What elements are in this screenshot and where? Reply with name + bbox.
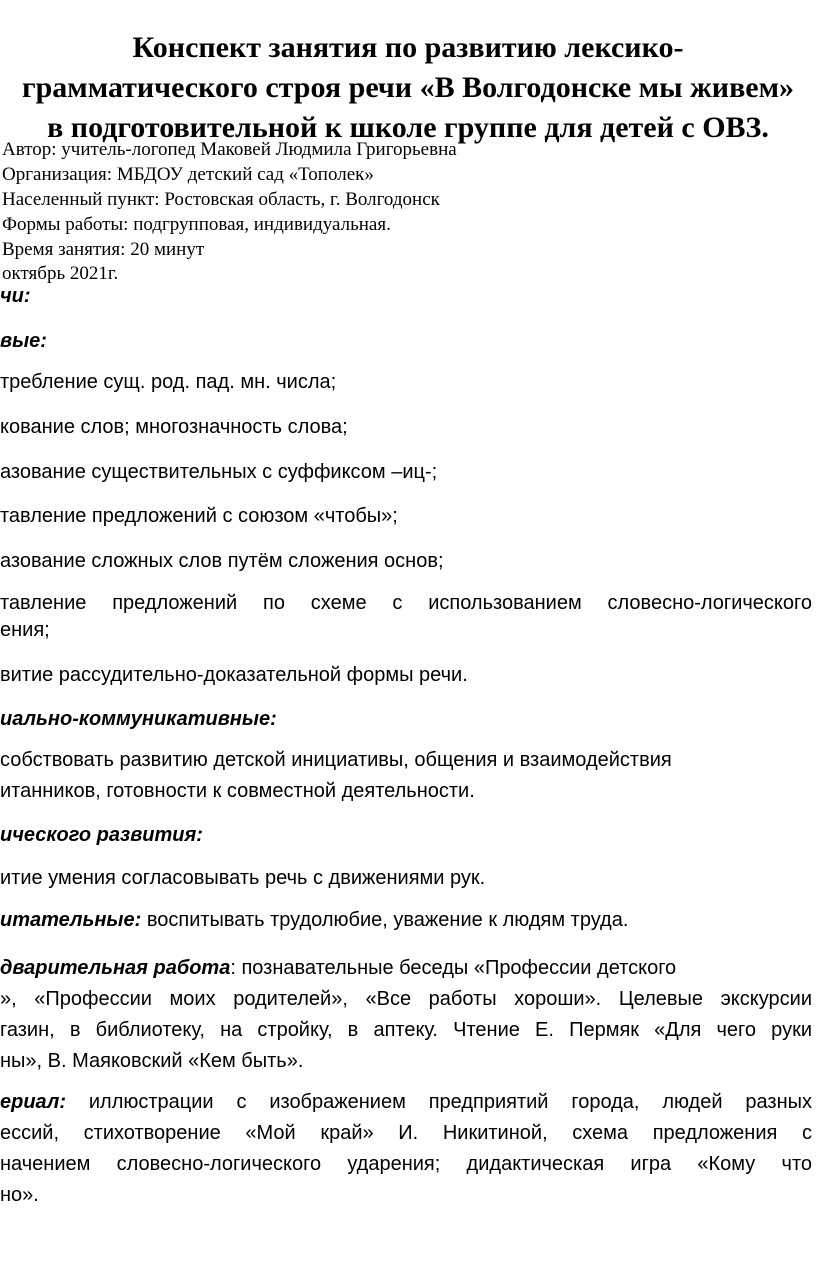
material-heading: ериал: bbox=[0, 1091, 67, 1113]
material-text: иллюстрации с изображением предприятий города, людей разных bbox=[66, 1091, 812, 1113]
upbringing-heading: итательные: bbox=[0, 909, 142, 931]
correctional-item: азование существительных с суффиксом –иц-; bbox=[0, 461, 438, 483]
correctional-item-continued: ения; bbox=[0, 619, 50, 641]
prelim-heading: дварительная работа bbox=[0, 957, 231, 979]
correctional-item: тавление предложений по схеме с использованием словесно-логического bbox=[0, 592, 812, 614]
social-line: итанников, готовности к совместной деятельности. bbox=[0, 780, 475, 802]
title-line-2: грамматического строя речи «В Волгодонске мы живем» bbox=[21, 71, 795, 104]
tasks-heading: чи: bbox=[0, 285, 31, 307]
document-title bbox=[0, 28, 816, 148]
material-paragraph-line-1 bbox=[0, 1086, 812, 1118]
title-line-3: в подготовительной к школе группе для детей с ОВЗ. bbox=[47, 111, 769, 144]
upbringing-paragraph bbox=[0, 904, 812, 936]
meta-duration: Время занятия: 20 минут bbox=[2, 239, 205, 260]
upbringing-text: воспитывать трудолюбие, уважение к людям труда. bbox=[141, 909, 629, 931]
physical-line: итие умения согласовывать речь с движениями рук. bbox=[0, 867, 486, 889]
prelim-line: », «Профессии моих родителей», «Все работы хороши». Целевые экскурсии bbox=[0, 988, 812, 1010]
meta-author: Автор: учитель-логопед Маковей Людмила Григорьевна bbox=[2, 139, 457, 160]
meta-location: Населенный пункт: Ростовская область, г. Волгодонск bbox=[2, 189, 440, 210]
prelim-paragraph-line-1 bbox=[0, 952, 812, 984]
prelim-text: : познавательные беседы «Профессии детского bbox=[230, 957, 677, 979]
social-heading: иально-коммуникативные: bbox=[0, 708, 277, 730]
meta-date: октябрь 2021г. bbox=[2, 263, 119, 284]
correctional-item: тавление предложений с союзом «чтобы»; bbox=[0, 505, 398, 527]
meta-organization: Организация: МБДОУ детский сад «Тополек» bbox=[2, 164, 374, 185]
correctional-item: азование сложных слов путём сложения основ; bbox=[0, 550, 444, 572]
prelim-line: ны», В. Маяковский «Кем быть». bbox=[0, 1050, 304, 1072]
correctional-item: требление сущ. род. пад. мн. числа; bbox=[0, 371, 337, 393]
material-line: но». bbox=[0, 1184, 39, 1206]
material-line: ессий, стихотворение «Мой край» И. Никитиной, схема предложения с bbox=[0, 1122, 812, 1144]
correctional-item: кование слов; многозначность слова; bbox=[0, 416, 348, 438]
material-line: начением словесно-логического ударения; дидактическая игра «Кому что bbox=[0, 1153, 812, 1175]
title-line-1: Конспект занятия по развитию лексико- bbox=[132, 31, 684, 64]
physical-heading: ического развития: bbox=[0, 824, 203, 846]
prelim-line: газин, в библиотеку, на стройку, в аптеку. Чтение Е. Пермяк «Для чего руки bbox=[0, 1019, 812, 1041]
correctional-heading: вые: bbox=[0, 330, 47, 352]
correctional-item: витие рассудительно-доказательной формы речи. bbox=[0, 664, 468, 686]
social-line: собствовать развитию детской инициативы, общения и взаимодействия bbox=[0, 749, 672, 771]
meta-work-forms: Формы работы: подгрупповая, индивидуальная. bbox=[2, 214, 391, 235]
